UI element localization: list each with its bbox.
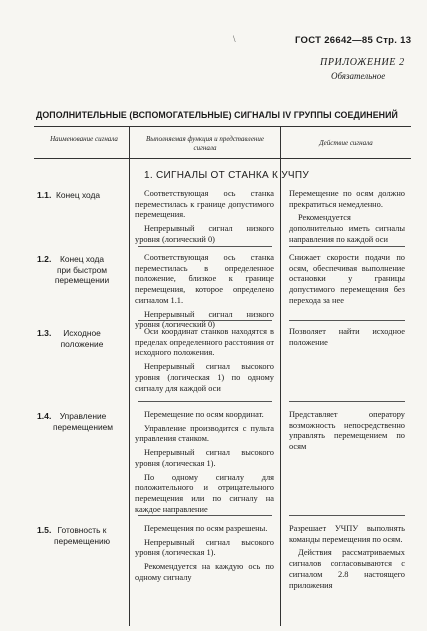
signal-name: Управление перемещением [52,411,114,432]
function-paragraph: Непрерывный сигнал низкого уровня (логический 0) [135,309,274,330]
signal-function [135,253,274,334]
column-divider-2 [280,126,281,626]
row-number: 1.3. [37,328,52,338]
signal-name: Конец хода [56,190,101,200]
action-paragraph: Перемещение по осям должно прекратиться немедленно. [289,189,405,209]
function-paragraph: Непрерывный сигнал высокого уровня (логическая 1). [135,537,274,558]
action-paragraph: Снижает скорости подачи по осям, обеспечивая выполнение остановки у границы допустимого перемещения без перехода за нее [289,253,405,305]
row-separator [289,320,405,321]
column-divider-1 [129,126,130,626]
appendix-label: ПРИЛОЖЕНИЕ 2 [320,57,405,68]
function-paragraph: Непрерывный сигнал высокого уровня (логическая 1). [135,448,274,468]
function-paragraph: Перемещения по осям разрешены. [144,524,268,533]
row-number: 1.4. [37,411,52,421]
table-title: ДОПОЛНИТЕЛЬНЫЕ (ВСПОМОГАТЕЛЬНЫЕ) СИГНАЛЫ IV ГРУППЫ СОЕДИНЕНИЙ [36,110,398,120]
scan-mark: \ [233,34,236,44]
function-paragraph: Соответствующая ось станка переместилась к границе допустимого перемещения. [135,189,274,220]
function-paragraph: Управление производится с пульта управления станком. [135,423,274,444]
function-paragraph: Перемещение по осям координат. [144,410,264,419]
signal-action [289,189,405,249]
signal-function [135,327,274,397]
signal-action [289,410,405,456]
signal-action [289,524,405,594]
row-separator [289,515,405,516]
function-paragraph: Непрерывный сигнал низкого уровня (логический 0) [135,224,274,244]
row-separator [138,515,272,516]
signal-name: Конец хода при быстром перемещении [54,254,110,285]
signal-function [135,524,274,587]
table-top-rule [34,126,411,127]
row-separator [289,246,405,247]
signal-action [289,327,405,351]
signal-action [289,253,405,310]
row-separator [289,401,405,402]
row-number: 1.5. [37,525,52,535]
table-header-rule [34,158,411,159]
signal-name: Исходное положение [60,328,104,349]
column-header-name: Наименование сигнала [50,135,118,143]
row-separator [138,320,272,321]
function-paragraph: Непрерывный сигнал высокого уровня (логическая 1) по одному сигналу для каждой оси [135,362,274,393]
doc-reference: ГОСТ 26642—85 Стр. 13 [295,35,412,46]
signal-name: Готовность к перемещению [54,525,110,546]
action-paragraph: Рекомендуется дополнительно иметь сигналы направления по каждой оси [289,213,405,244]
column-header-function: Выполняемая функция и представление сигнала [145,135,265,152]
action-paragraph: Разрешает УЧПУ выполнять команды перемещения по осям. [289,524,405,544]
function-paragraph: Оси координат станков находятся в пределах определенного расстояния от исходного положения. [135,327,274,358]
action-paragraph: Позволяет найти исходное положение [289,327,405,347]
column-header-action: Действие сигнала [319,139,373,147]
function-paragraph: Соответствующая ось станка переместилась в определенное положение, близкое к границе перемещения, которое определено сигналом 1.1. [135,253,274,305]
row-separator [138,246,272,247]
action-paragraph: Действия рассматриваемых сигналов согласовываются с сигналом 2.8 настоящего приложения [289,548,405,590]
section-title: 1. СИГНАЛЫ ОТ СТАНКА К УЧПУ [144,170,310,181]
signal-function [135,410,274,518]
function-paragraph: По одному сигналу для положительного и отрицательного перемещения или по сигналу на каждое направление [135,472,274,514]
action-paragraph: Представляет оператору возможность непосредственно управлять перемещением по осям [289,410,405,452]
row-number: 1.2. [37,254,52,264]
function-paragraph: Рекомендуется на каждую ось по одному сигналу [135,562,274,582]
row-number: 1.1. [37,190,52,200]
signal-function [135,189,274,249]
appendix-status: Обязательное [331,71,386,81]
row-separator [138,401,272,402]
